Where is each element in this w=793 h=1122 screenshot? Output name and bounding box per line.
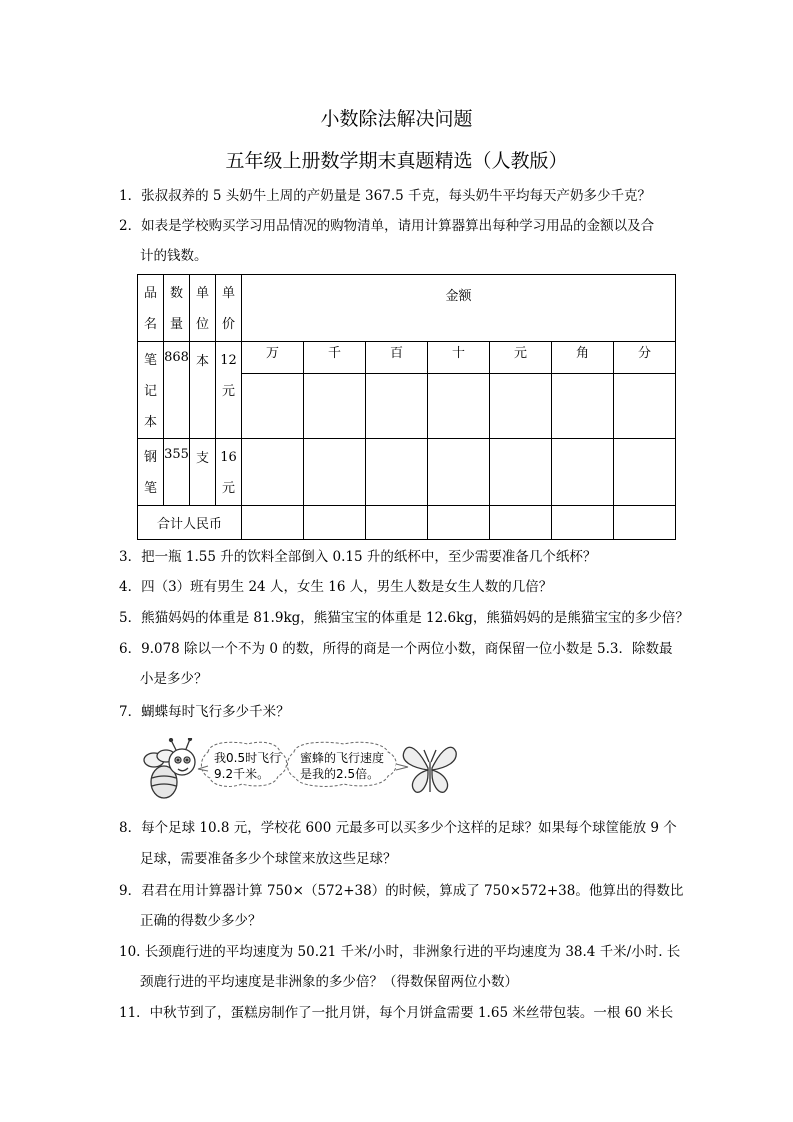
row2-cell[interactable] <box>614 439 676 506</box>
question-10: 10. 长颈鹿行进的平均速度为 50.21 千米/小时，非洲象行进的平均速度为 38.4 千米/小时. 长 <box>119 944 681 960</box>
place-wan: 万 <box>242 342 304 374</box>
row1-price: 12 元 <box>216 342 242 439</box>
header-amount: 金额 <box>242 275 676 342</box>
butterfly-bubble-line2: 是我的2.5倍。 <box>300 767 380 781</box>
header-name: 品 名 <box>138 275 164 342</box>
bee-bubble-line1: 我0.5时飞行 <box>214 751 282 765</box>
row1-name: 笔 记 本 <box>138 342 164 439</box>
row1-cell[interactable] <box>366 373 428 438</box>
question-9: 9．君君在用计算器计算 750×（572+38）的时候，算成了 750×572+38。他算出的得数比 <box>119 883 684 899</box>
place-shi: 十 <box>428 342 490 374</box>
row2-unit: 支 <box>190 439 216 506</box>
place-fen: 分 <box>614 342 676 374</box>
row2-cell[interactable] <box>490 439 552 506</box>
place-jiao: 角 <box>552 342 614 374</box>
total-cell[interactable] <box>366 506 428 540</box>
total-cell[interactable] <box>428 506 490 540</box>
question-7: 7．蝴蝶每时飞行多少千米？ <box>119 704 290 720</box>
total-cell[interactable] <box>552 506 614 540</box>
header-unit: 单 位 <box>190 275 216 342</box>
question-8-cont: 足球，需要准备多少个球筐来放这些足球？ <box>140 851 397 867</box>
question-4: 4．四（3）班有男生 24 人，女生 16 人，男生人数是女生人数的几倍？ <box>119 579 553 595</box>
row2-name: 钢 笔 <box>138 439 164 506</box>
place-qian: 千 <box>304 342 366 374</box>
question-2-cont: 计的钱数。 <box>140 248 208 264</box>
bee-bubble-line2: 9.2千米。 <box>214 767 270 781</box>
row2-cell[interactable] <box>304 439 366 506</box>
question-11: 11．中秋节到了，蛋糕房制作了一批月饼，每个月饼盒需要 1.65 米丝带包装。一根 60 米长 <box>119 1005 674 1021</box>
question-9-cont: 正确的得数少多少？ <box>140 913 262 929</box>
row1-qty: 868 <box>164 342 190 439</box>
row2-cell[interactable] <box>366 439 428 506</box>
question-10-cont: 颈鹿行进的平均速度是非洲象的多少倍？（得数保留两位小数） <box>140 974 518 990</box>
row1-cell[interactable] <box>490 373 552 438</box>
place-bai: 百 <box>366 342 428 374</box>
page-subtitle: 五年级上册数学期末真题精选（人教版） <box>225 150 568 172</box>
row1-cell[interactable] <box>242 373 304 438</box>
place-yuan: 元 <box>490 342 552 374</box>
question-3: 3．把一瓶 1.55 升的饮料全部倒入 0.15 升的纸杯中，至少需要准备几个纸杯？ <box>119 549 597 565</box>
row1-cell[interactable] <box>614 373 676 438</box>
bee-illustration <box>138 738 458 802</box>
total-cell[interactable] <box>490 506 552 540</box>
bee-icon <box>144 738 195 798</box>
question-8: 8．每个足球 10.8 元，学校花 600 元最多可以买多少个这样的足球？如果每个球筐能放 9 个 <box>119 820 677 836</box>
header-price: 单 价 <box>216 275 242 342</box>
question-6: 6．9.078 除以一个不为 0 的数，所得的商是一个两位小数，商保留一位小数是 5.3．除数最 <box>119 641 673 657</box>
row2-price: 16 元 <box>216 439 242 506</box>
row2-cell[interactable] <box>428 439 490 506</box>
total-label: 合计人民币 <box>138 506 242 540</box>
question-1: 1．张叔叔养的 5 头奶牛上周的产奶量是 367.5 千克，每头奶牛平均每天产奶多少千克？ <box>119 188 651 204</box>
row2-cell[interactable] <box>552 439 614 506</box>
total-cell[interactable] <box>614 506 676 540</box>
butterfly-bubble-line1: 蜜蜂的飞行速度 <box>300 751 385 765</box>
row2-qty: 355 <box>164 439 190 506</box>
page-title: 小数除法解决问题 <box>320 108 473 130</box>
shopping-table <box>137 274 676 540</box>
row1-unit: 本 <box>190 342 216 439</box>
question-2: 2．如表是学校购买学习用品情况的购物清单，请用计算器算出每种学习用品的金额以及合 <box>119 218 655 234</box>
question-5: 5．熊猫妈妈的体重是 81.9kg，熊猫宝宝的体重是 12.6kg，熊猫妈妈的是熊猫宝宝的多少倍？ <box>119 610 689 626</box>
row1-cell[interactable] <box>428 373 490 438</box>
header-qty: 数 量 <box>164 275 190 342</box>
row1-cell[interactable] <box>552 373 614 438</box>
row2-cell[interactable] <box>242 439 304 506</box>
row1-cell[interactable] <box>304 373 366 438</box>
total-cell[interactable] <box>304 506 366 540</box>
total-cell[interactable] <box>242 506 304 540</box>
butterfly-icon <box>403 747 456 792</box>
question-6-cont: 小是多少？ <box>140 671 208 687</box>
